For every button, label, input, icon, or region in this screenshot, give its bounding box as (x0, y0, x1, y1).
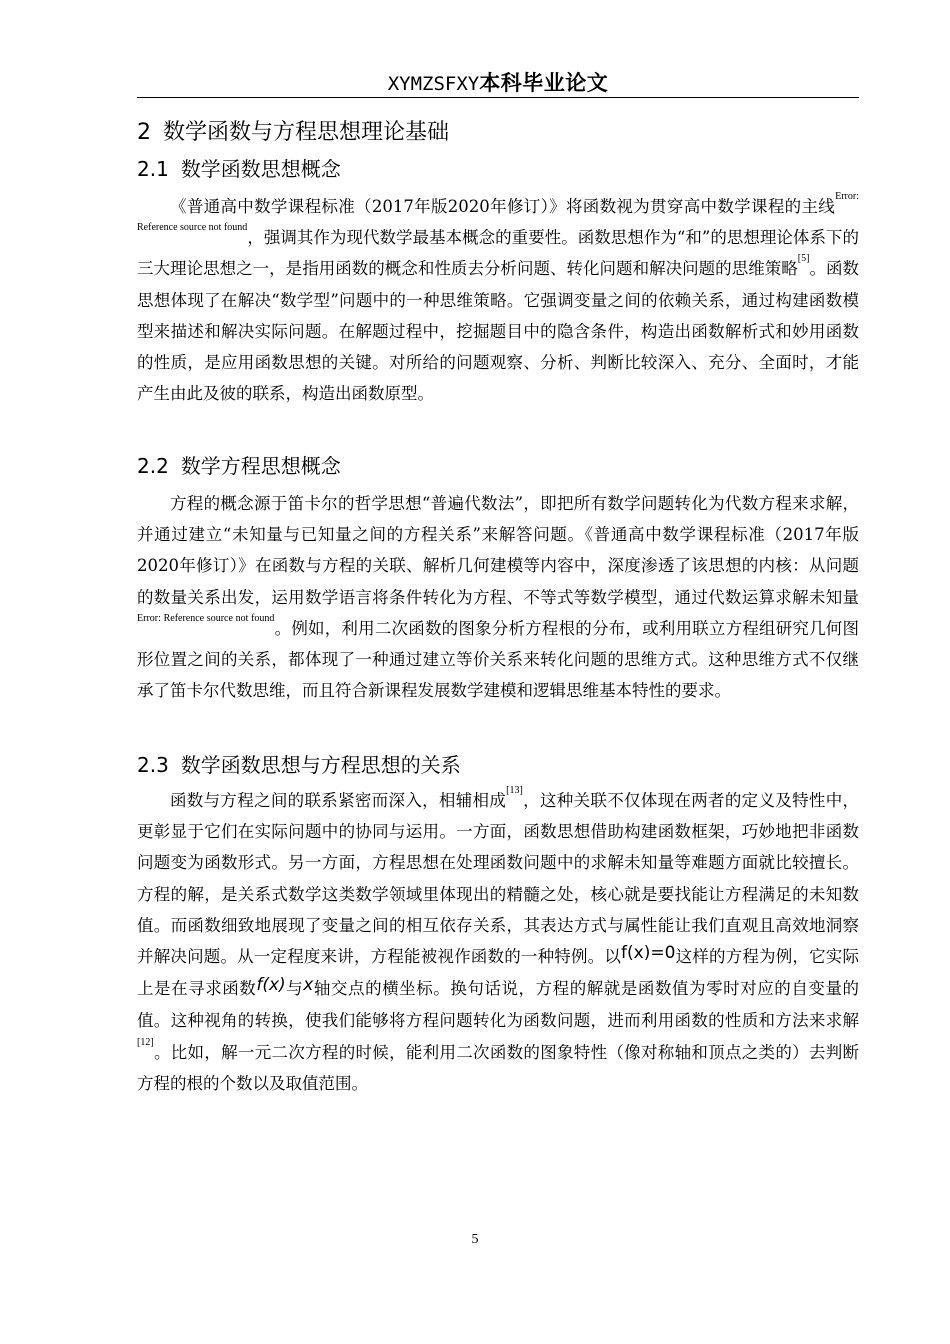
section-number: 2.2 (137, 454, 169, 478)
text-run: 函数与方程之间的联系紧密而深入，相辅相成 (170, 791, 507, 810)
header-rule (137, 97, 859, 98)
math-equation: f(x)=0 (621, 943, 676, 964)
chapter-heading (137, 116, 449, 150)
section-number: 2.3 (137, 753, 169, 777)
page-number: 5 (471, 1232, 479, 1247)
math-variable: x (303, 975, 314, 996)
header-school-code: XYMZSFXY (387, 73, 480, 95)
reference-error-note: Error: Reference source not found (137, 612, 275, 624)
section-title: 数学方程思想概念 (180, 454, 341, 478)
math-function: f(x) (256, 975, 286, 996)
section-2-1-paragraph (137, 191, 859, 409)
text-run: 。比如，解一元二次方程的时候，能利用二次函数的图象特性（像对称轴和顶点之类的）去判断方程的根的个数以及取值范围。 (137, 1042, 859, 1093)
section-heading-2-3 (137, 748, 461, 782)
section-2-3-paragraph (137, 785, 859, 1099)
text-run: 这样的方程为例，它实际上是在寻求函数 (137, 947, 860, 999)
section-title: 数学函数思想与方程思想的关系 (180, 753, 461, 777)
text-run: 与 (285, 979, 304, 999)
chapter-title: 数学函数与方程思想理论基础 (163, 120, 450, 145)
header-thesis-title: 本科毕业论文 (479, 72, 609, 95)
citation-ref: [12] (137, 1036, 154, 1048)
chapter-number: 2 (137, 120, 151, 145)
text-run: ，这种关联不仅体现在两者的定义及特性中，更彰显于它们在实际问题中的协同与运用。一方面，函数思想借助构建函数框架，巧妙地把非函数问题变为函数形式。另一方面，方程思想在处理函数问题中的求解未知量等难题方面就比较擅长。方程的解，是关系式数学这类数学领域里体现出的精髓之处，核心就是要找能让方程满足的未知数值。而函数细致地展现了变量之间的相互依存关系，其表达方式与属性能让我们直观且高效地洞察并解决问题。从一定程度来讲，方程能被视作函数的一种特例。以 (137, 791, 860, 967)
text-run: 。函数思想体现了在解决“数学型”问题中的一种思维策略。它强调变量之间的依赖关系，通过构建函数模型来描述和解决实际问题。在解题过程中，挖掘题目中的隐含条件，构造出函数解析式和妙用函数的性质，是应用函数思想的关键。对所给的问题观察、分析、判断比较深入、充分、全面时，才能产生由此及彼的联系，构造出函数原型。 (137, 259, 860, 404)
section-number: 2.1 (137, 157, 169, 181)
citation-ref: [5] (797, 253, 810, 265)
reference-error-note: Error: Reference source not found (137, 191, 859, 234)
section-heading-2-1 (137, 152, 341, 186)
text-run: 轴交点的横坐标。换句话说，方程的解就是函数值为零时对应的自变量的值。这种视角的转换，使我们能够将方程问题转化为函数问题，进而利用函数的性质和方法来求解 (137, 979, 860, 1031)
text-run: 。例如，利用二次函数的图象分析方程根的分布，或利用联立方程组研究几何图形位置之间的关系，都体现了一种通过建立等价关系来转化问题的思维方式。这种思维方式不仅继承了笛卡尔代数思维，而且符合新课程发展数学建模和逻辑思维基本特性的要求。 (137, 618, 860, 701)
text-run: 《普通高中数学课程标准（2017年版2020年修订）》将函数视为贯穿高中数学课程的主线 (170, 197, 836, 216)
text-run: 方程的概念源于笛卡尔的哲学思想“普遍代数法”，即把所有数学问题转化为代数方程来求解，并通过建立“未知量与已知量之间的方程关系”来解答问题。《普通高中数学课程标准（2017年版2020年修订）》在函数与方程的关联、解析几何建模等内容中，深度渗透了该思想的内核：从问题的数量关系出发，运用数学语言将条件转化为方程、不等式等数学模型，通过代数运算求解未知量 (137, 494, 859, 607)
citation-ref: [13] (506, 785, 523, 796)
section-2-2-paragraph (137, 488, 859, 706)
section-heading-2-2 (137, 449, 341, 483)
running-header (137, 70, 859, 98)
text-run: ，强调其作为现代数学最基本概念的重要性。函数思想作为“和”的思想理论体系下的三大理论思想之一，是指用函数的概念和性质去分析问题、转化问题和解决问题的思维策略 (137, 228, 859, 279)
section-title: 数学函数思想概念 (180, 157, 341, 181)
